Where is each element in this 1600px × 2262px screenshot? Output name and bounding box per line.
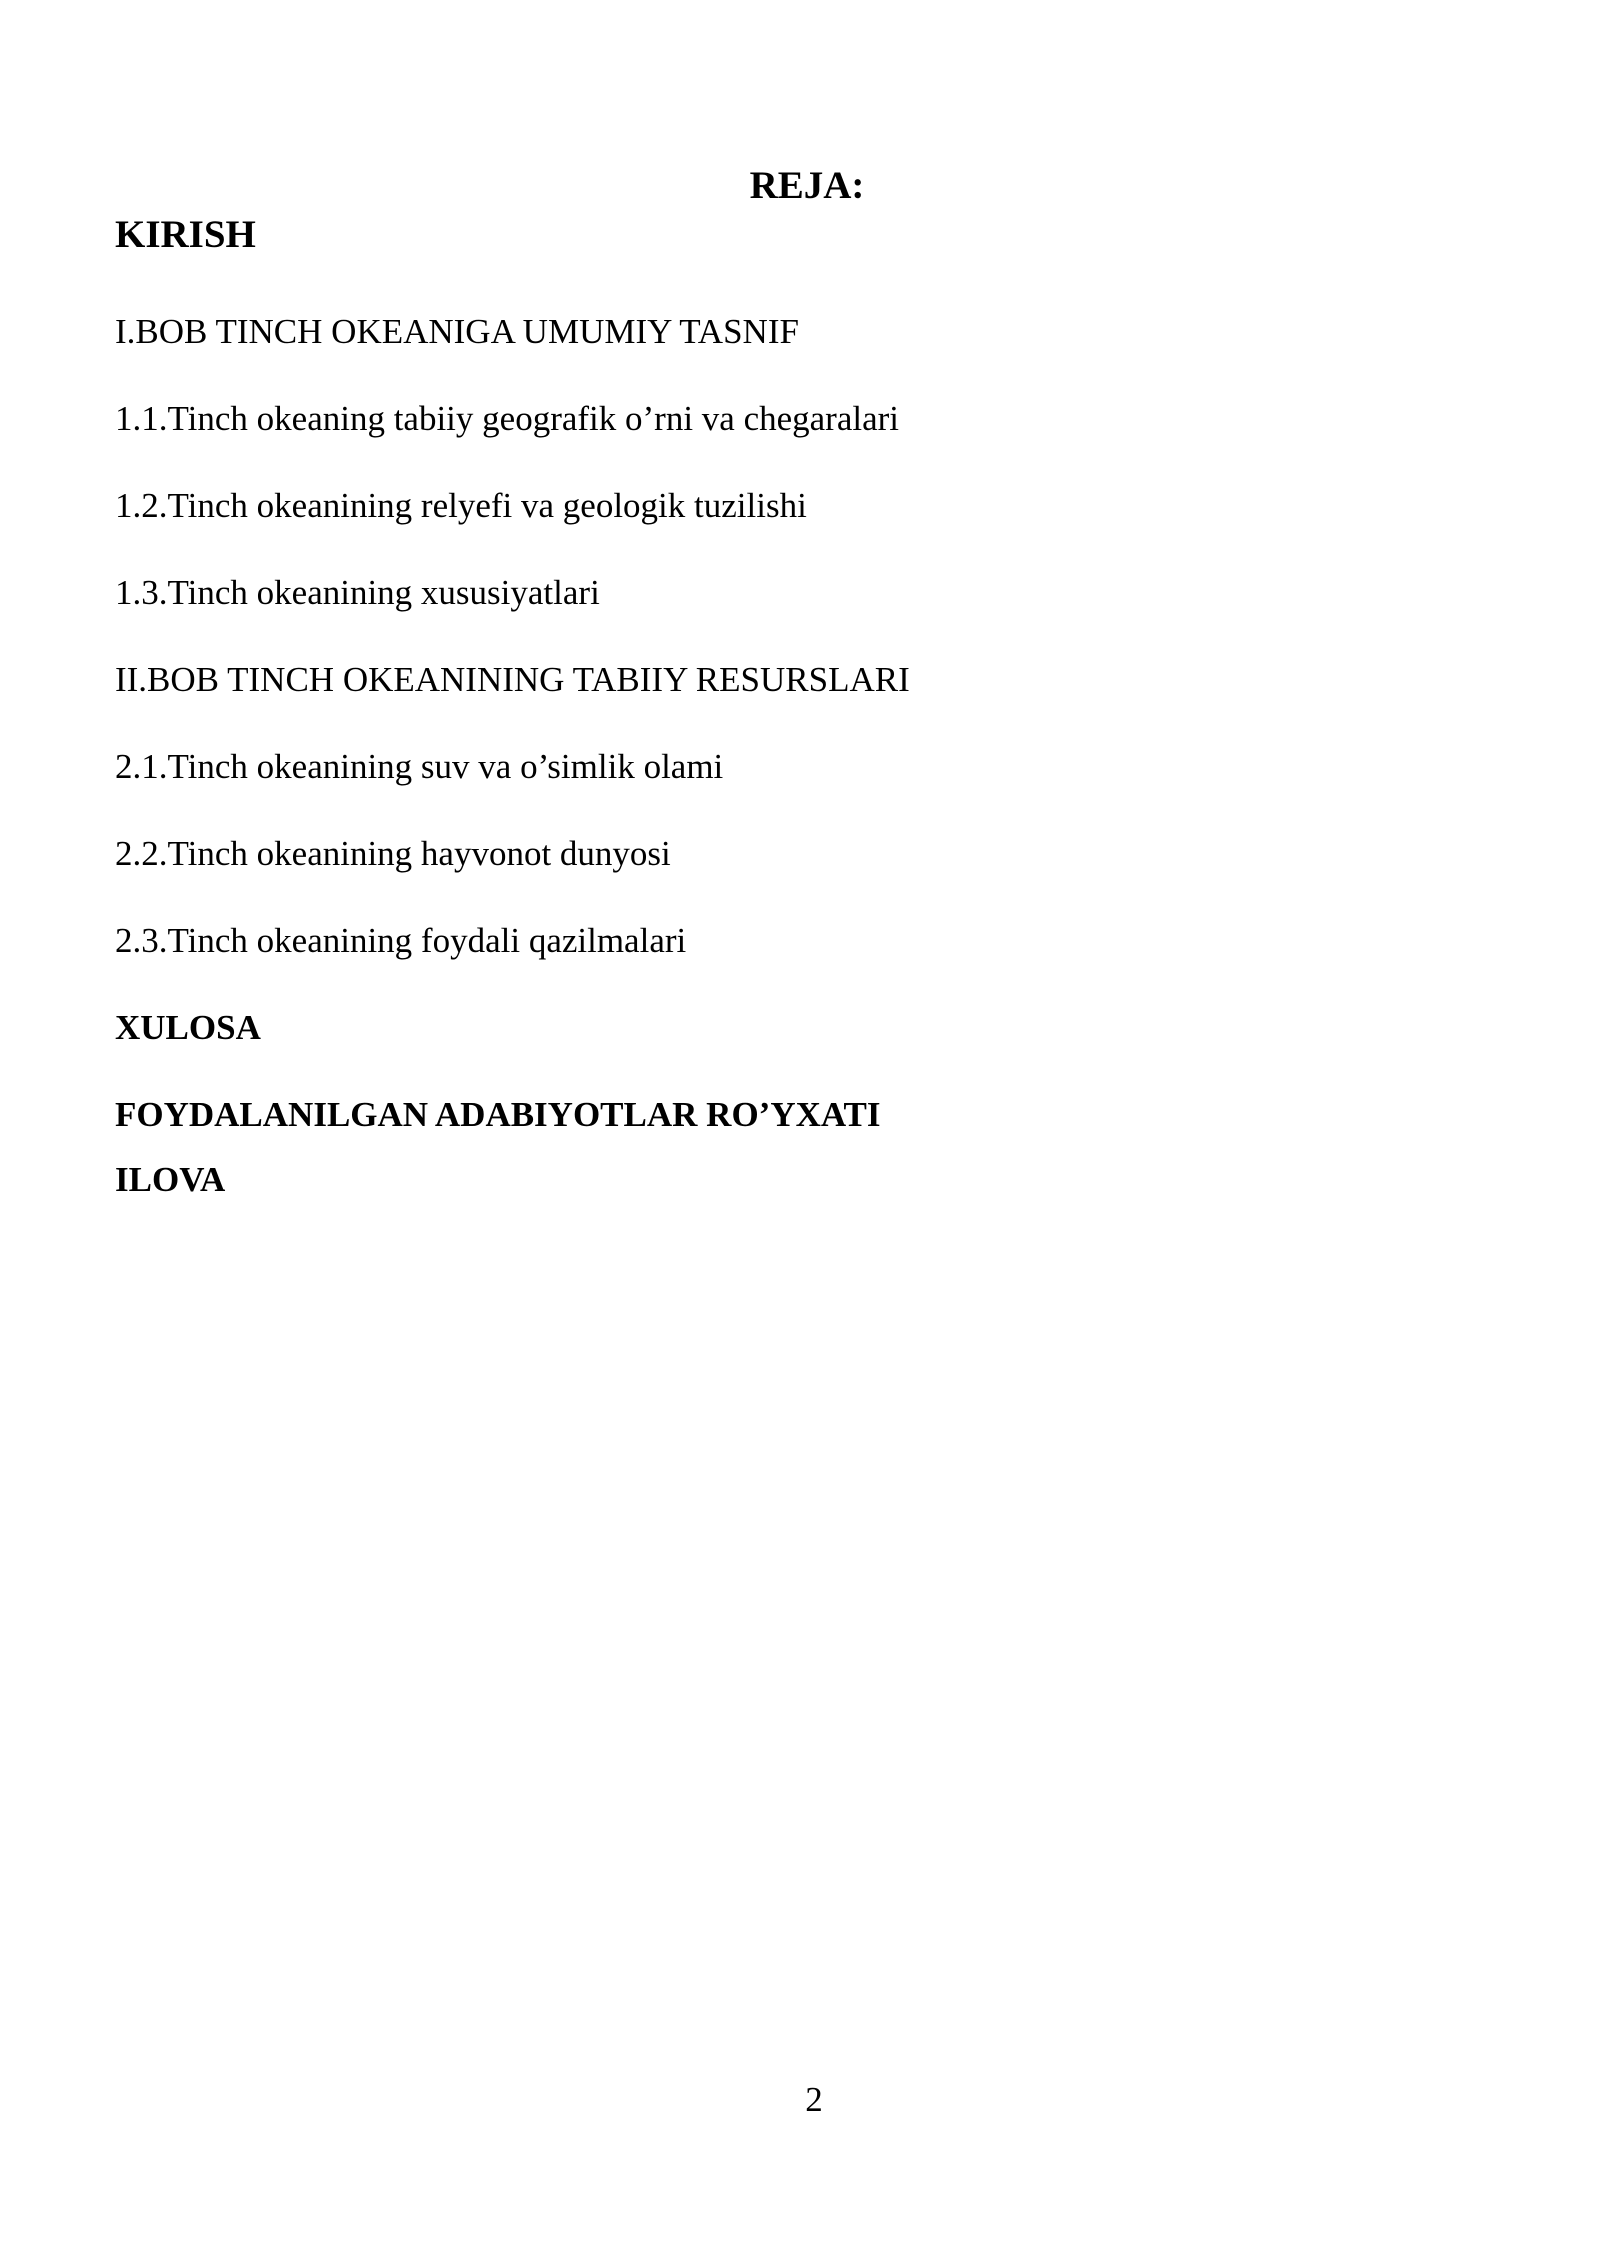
toc-appendix: ILOVA: [115, 1160, 226, 1199]
toc-section-1-1: 1.1.Tinch okeaning tabiiy geografik o’rni va chegaralari: [115, 399, 900, 438]
toc-chapter-1: I.BOB TINCH OKEANIGA UMUMIY TASNIF: [115, 312, 799, 351]
page-number: 2: [805, 2080, 823, 2119]
toc-section-2-1: 2.1.Tinch okeanining suv va o’simlik olami: [115, 747, 724, 786]
toc-section-1-3: 1.3.Tinch okeanining xususiyatlari: [115, 573, 600, 612]
toc-section-2-2: 2.2.Tinch okeanining hayvonot dunyosi: [115, 834, 671, 873]
toc-chapter-2: II.BOB TINCH OKEANINING TABIIY RESURSLARI: [115, 660, 910, 699]
plan-title: REJA:: [749, 164, 865, 207]
toc-section-1-2: 1.2.Tinch okeanining relyefi va geologik tuzilishi: [115, 486, 807, 525]
toc-references: FOYDALANILGAN ADABIYOTLAR RO’YXATI: [115, 1095, 881, 1134]
toc-section-2-3: 2.3.Tinch okeanining foydali qazilmalari: [115, 921, 687, 960]
toc-introduction: KIRISH: [115, 213, 256, 256]
toc-conclusion: XULOSA: [115, 1008, 261, 1047]
